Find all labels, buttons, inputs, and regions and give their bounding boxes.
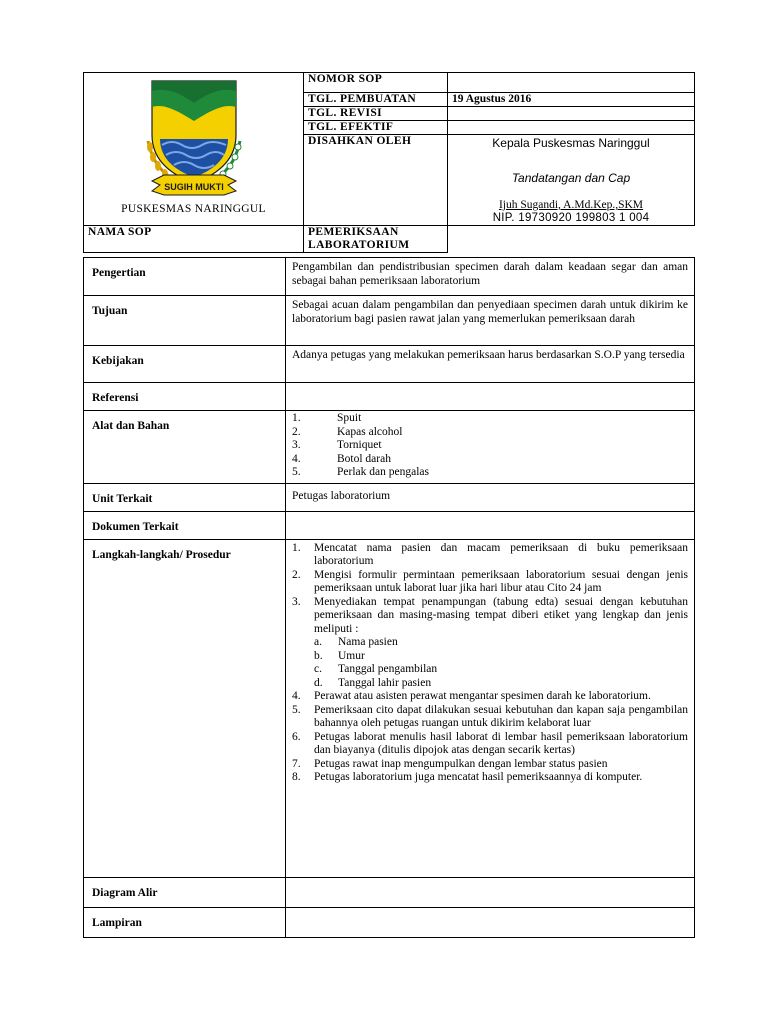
row-kebijakan: [84, 346, 695, 383]
nama-sop-label: NAMA SOP: [84, 226, 304, 253]
referensi-label: Referensi: [84, 383, 286, 411]
nomor-sop-value: [448, 73, 695, 93]
tgl-revisi-value: [448, 107, 695, 121]
row-prosedur: [84, 539, 695, 877]
lampiran-text: [286, 907, 695, 937]
row-diagram-alir: [84, 877, 695, 907]
alat-bahan-list: [292, 412, 688, 480]
list-item: 8. Petugas laboratorium juga mencatat hasil pemeriksaannya di komputer.: [292, 771, 643, 783]
diagram-alir-label: Diagram Alir: [84, 877, 286, 907]
tgl-pembuatan-label: TGL. PEMBUATAN: [304, 93, 448, 107]
prosedur-sub-list: [314, 636, 688, 690]
approver-nip: NIP. 19730920 199803 1 004: [492, 212, 650, 224]
row-dokumen-terkait: [84, 511, 695, 539]
kebijakan-label: Kebijakan: [84, 346, 286, 383]
list-item: c. Tanggal pengambilan: [314, 663, 438, 675]
prosedur-label: Langkah-langkah/ Prosedur: [84, 539, 286, 877]
sop-content-table: [83, 257, 695, 938]
approver-name: Ijuh Sugandi, A.Md.Kep.,SKM: [498, 199, 644, 211]
list-item: 2. Mengisi formulir permintaan pemeriksaan laboratorium sesuai dengan jenis pemeriksaan untuk laborat luar jika hari libur atau Cito 24 jam: [292, 568, 688, 594]
list-item: 4. Perawat atau asisten perawat mengantar spesimen darah ke laboratorium.: [292, 690, 651, 702]
lampiran-label: Lampiran: [84, 907, 286, 937]
list-item: a. Nama pasien: [314, 636, 398, 648]
diagram-alir-text: [286, 877, 695, 907]
tgl-revisi-label: TGL. REVISI: [304, 107, 448, 121]
sop-header-table: [83, 72, 695, 253]
list-item: 3. Torniquet: [292, 439, 382, 451]
nama-sop-value: PEMERIKSAAN LABORATORIUM: [304, 226, 448, 253]
nomor-sop-label: NOMOR SOP: [304, 73, 448, 93]
organization-name: PUSKESMAS NARINGGUL: [121, 203, 266, 215]
tgl-efektif-value: [448, 121, 695, 135]
kebijakan-text: Adanya petugas yang melakukan pemeriksaan harus berdasarkan S.O.P yang tersedia: [286, 346, 695, 383]
disahkan-oleh-label: DISAHKAN OLEH: [304, 135, 448, 226]
row-alat-bahan: [84, 411, 695, 484]
pengertian-text: Pengambilan dan pendistribusian specimen darah dalam keadaan segar dan aman sebagai bahan pemeriksaan laboratorium: [286, 258, 695, 296]
prosedur-steps: [292, 542, 688, 785]
tujuan-label: Tujuan: [84, 296, 286, 346]
row-pengertian: [84, 258, 695, 296]
signature-note: Tandatangan dan Cap: [511, 171, 631, 185]
list-item: b. Umur: [314, 649, 365, 662]
list-item: 1. Mencatat nama pasien dan macam pemeriksaan di buku pemeriksaan laboratorium: [292, 541, 688, 567]
list-item: 5. Perlak dan pengalas: [292, 466, 429, 478]
list-item: 4. Botol darah: [292, 452, 391, 465]
alat-bahan-label: Alat dan Bahan: [84, 411, 286, 484]
tgl-efektif-label: TGL. EFEKTIF: [304, 121, 448, 135]
unit-terkait-label: Unit Terkait: [84, 483, 286, 511]
list-item: d. Tanggal lahir pasien: [314, 676, 432, 689]
tujuan-text: Sebagai acuan dalam pengambilan dan penyediaan specimen darah untuk dikirim ke laboratorium bagi pasien rawat jalan yang memerlukan pemeriksaan darah: [286, 296, 695, 346]
row-tujuan: [84, 296, 695, 346]
approval-block: [448, 135, 695, 226]
row-lampiran: [84, 907, 695, 937]
puskesmas-logo-emblem: [138, 77, 250, 199]
pengertian-label: Pengertian: [84, 258, 286, 296]
referensi-text: [286, 383, 695, 411]
row-referensi: [84, 383, 695, 411]
list-item: 5. Pemeriksaan cito dapat dilakukan sesuai kebutuhan dan kapan saja pengambilan bahannya oleh petugas ruangan untuk dikirim kelaborat luar: [292, 703, 688, 729]
list-item: 7. Petugas rawat inap mengumpulkan dengan lembar status pasien: [292, 757, 608, 770]
list-item: 2. Kapas alcohol: [292, 425, 403, 438]
list-item: 6. Petugas laborat menulis hasil laborat di lembar hasil pemeriksaan laboratorium dan biayanya (ditulis dipojok atas dengan secarik kertas): [292, 730, 688, 756]
list-item: 1. Spuit: [292, 412, 362, 424]
dokumen-terkait-label: Dokumen Terkait: [84, 511, 286, 539]
dokumen-terkait-text: [286, 511, 695, 539]
logo-motto-text: SUGIH MUKTI: [163, 182, 224, 192]
unit-terkait-text: Petugas laboratorium: [286, 483, 695, 511]
tgl-pembuatan-value: 19 Agustus 2016: [448, 93, 695, 107]
row-unit-terkait: [84, 483, 695, 511]
logo-cell: [84, 73, 304, 226]
approver-title: Kepala Puskesmas Naringgul: [492, 136, 650, 150]
list-item: 3. Menyediakan tempat penampungan (tabung edta) sesuai dengan kebutuhan pemeriksaan dan masing-masing tempat diberi etiket yang lengkap dan jenis meliputi : a. Nama pasien b. Umur c. Tanggal pengambilan d. Tanggal lahir pasien: [292, 595, 688, 689]
